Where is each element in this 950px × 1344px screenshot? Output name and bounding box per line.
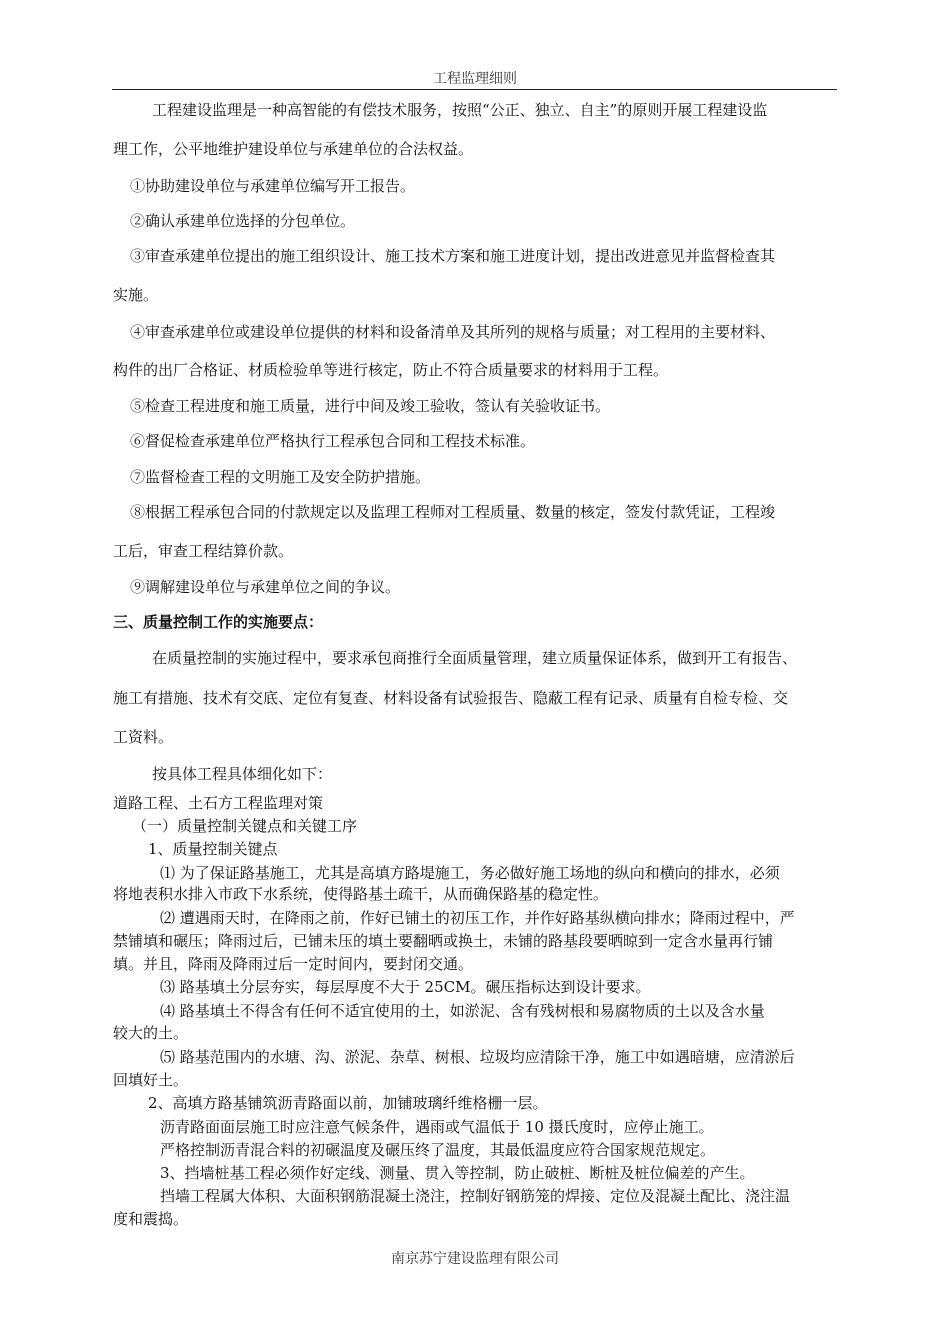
paragraph-intro-line2: 理工作，公平地维护建设单位与承建单位的合法权益。 (113, 140, 474, 158)
road-works-title: 道路工程、土石方工程监理对策 (113, 794, 324, 812)
duty-item-2: ②确认承建单位选择的分包单位。 (130, 212, 356, 230)
key-point-3: ⑶ 路基填土分层夯实，每层厚度不大于 25CM。碾压指标达到设计要求。 (160, 978, 651, 996)
duty-item-6: ⑥督促检查承建单位严格执行工程承包合同和工程技术标准。 (130, 432, 536, 450)
retaining-wall-line1: 挡墙工程属大体积、大面积钢筋混凝土浇注，控制好钢筋笼的焊接、定位及混凝土配比、浇注温 (160, 1187, 791, 1205)
section-3-title: 3、挡墙桩基工程必须作好定线、测量、贯入等控制，防止破桩、断桩及桩位偏差的产生。 (160, 1164, 755, 1182)
duty-item-4-line2: 构件的出厂合格证、材质检验单等进行核定，防止不符合质量要求的材料用于工程。 (113, 361, 669, 379)
retaining-wall-line2: 度和震捣。 (113, 1210, 189, 1228)
key-point-4-line2: 较大的土。 (113, 1024, 189, 1042)
quality-paragraph-line2: 施工有措施、技术有交底、定位有复查、材料设备有试验报告、隐蔽工程有记录、质量有自检专检、交 (113, 689, 789, 707)
page-header: 工程监理细则 (433, 71, 517, 87)
duty-item-7: ⑦监督检查工程的文明施工及安全防护措施。 (130, 468, 431, 486)
key-point-1-line2: 将地表积水排入市政下水系统，使得路基土疏干，从而确保路基的稳定性。 (113, 885, 609, 903)
duty-item-3-line2: 实施。 (113, 286, 159, 304)
duty-item-8-line1: ⑧根据工程承包合同的付款规定以及监理工程师对工程质量、数量的核定，签发付款凭证，工程竣 (130, 503, 776, 521)
duty-item-4-line1: ④审查承建单位或建设单位提供的材料和设备清单及其所列的规格与质量；对工程用的主要材料、 (130, 323, 776, 341)
quality-paragraph-line3: 工资料。 (113, 728, 174, 746)
section-heading-3: 三、质量控制工作的实施要点： (113, 613, 324, 631)
duty-item-8-line2: 工后，审查工程结算价款。 (113, 542, 294, 560)
key-point-5-line2: 回填好土。 (113, 1071, 189, 1089)
quality-intro: 按具体工程具体细化如下： (152, 765, 333, 783)
paragraph-intro-line1: 工程建设监理是一种高智能的有偿技术服务，按照“公正、独立、自主”的原则开展工程建设监 (152, 101, 768, 119)
section-2-title: 2、高填方路基铺筑沥青路面以前，加铺玻璃纤维格栅一层。 (148, 1094, 548, 1112)
key-point-2-line2: 禁铺填和碾压；降雨过后，已铺未压的填土要翻晒或换土，未铺的路基段要晒晾到一定含水量再行铺 (113, 932, 774, 950)
asphalt-temperature-note: 严格控制沥青混合料的初碾温度及碾压终了温度，其最低温度应符合国家规范规定。 (160, 1141, 716, 1159)
duty-item-5: ⑤检查工程进度和施工质量，进行中间及竣工验收，签认有关验收证书。 (130, 397, 611, 415)
key-point-2-line1: ⑵ 遭遇雨天时，在降雨之前，作好已铺土的初压工作，并作好路基纵横向排水；降雨过程中，严 (160, 909, 795, 927)
key-point-5-line1: ⑸ 路基范围内的水塘、沟、淤泥、杂草、树根、垃圾均应清除干净，施工中如遇暗塘，应清淤后 (160, 1048, 795, 1066)
subsection-1-title: （一）质量控制关键点和关键工序 (132, 817, 358, 835)
duty-item-3-line1: ③审查承建单位提出的施工组织设计、施工技术方案和施工进度计划，提出改进意见并监督检查其 (130, 247, 776, 265)
key-point-1-line1: ⑴ 为了保证路基施工，尤其是高填方路堤施工，务必做好施工场地的纵向和横向的排水，必须 (160, 864, 780, 882)
quality-paragraph-line1: 在质量控制的实施过程中，要求承包商推行全面质量管理，建立质量保证体系，做到开工有报告、 (152, 649, 798, 667)
key-points-title: 1、质量控制关键点 (148, 840, 278, 858)
key-point-4-line1: ⑷ 路基填土不得含有任何不适宜使用的土，如淤泥、含有残树根和易腐物质的土以及含水量 (160, 1002, 765, 1020)
duty-item-1: ①协助建设单位与承建单位编写开工报告。 (130, 177, 416, 195)
key-point-2-line3: 填。并且，降雨及降雨过后一定时间内，要封闭交通。 (113, 955, 474, 973)
asphalt-weather-note: 沥青路面面层施工时应注意气候条件，遇雨或气温低于 10 摄氏度时，应停止施工。 (160, 1118, 714, 1136)
page-footer: 南京苏宁建设监理有限公司 (391, 1251, 559, 1267)
header-rule (112, 89, 837, 90)
duty-item-9: ⑨调解建设单位与承建单位之间的争议。 (130, 578, 401, 596)
